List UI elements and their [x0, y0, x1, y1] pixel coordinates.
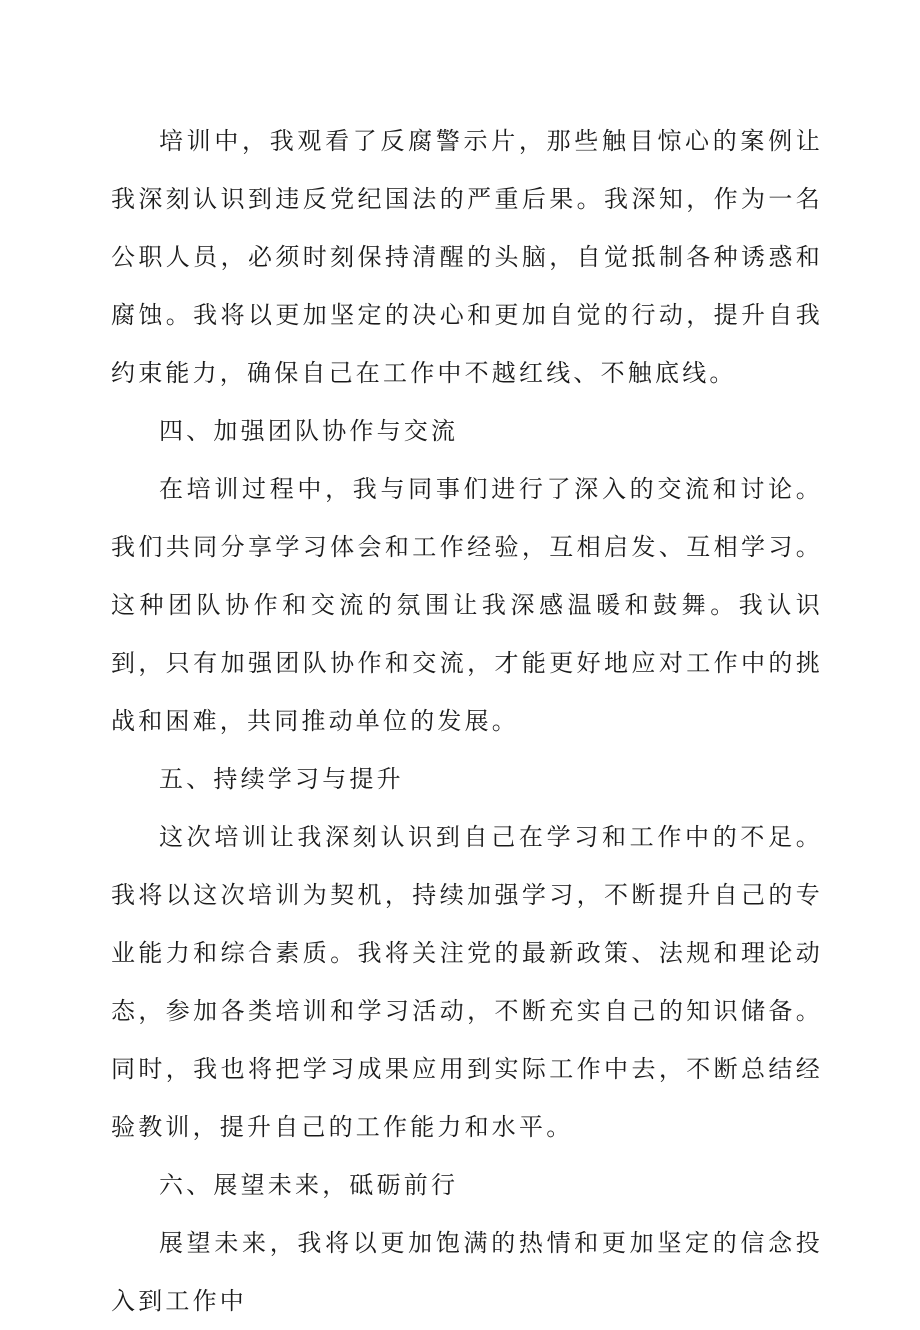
paragraph-anticorruption: 培训中，我观看了反腐警示片，那些触目惊心的案例让我深刻认识到违反党纪国法的严重后果。我深知，作为一名公职人员，必须时刻保持清醒的头脑，自觉抵制各种诱惑和腐蚀。我将以更加坚定的决心和更加自觉的行动，提升自我约束能力，确保自己在工作中不越红线、不触底线。 — [111, 127, 823, 387]
paragraph-continuous-learning: 这次培训让我深刻认识到自己在学习和工作中的不足。我将以这次培训为契机，持续加强学习，不断提升自己的专业能力和综合素质。我将关注党的最新政策、法规和理论动态，参加各类培训和学习活动，不断充实自己的知识储备。同时，我也将把学习成果应用到实际工作中去，不断总结经验教训，提升自己的工作能力和水平。 — [111, 823, 823, 1141]
paragraph-teamwork: 在培训过程中，我与同事们进行了深入的交流和讨论。我们共同分享学习体会和工作经验，互相启发、互相学习。这种团队协作和交流的氛围让我深感温暖和鼓舞。我认识到，只有加强团队协作和交流，才能更好地应对工作中的挑战和困难，共同推动单位的发展。 — [111, 475, 823, 735]
section-heading-6: 六、展望未来，砥砺前行 — [159, 1171, 459, 1199]
section-heading-5: 五、持续学习与提升 — [159, 765, 404, 793]
section-heading-4: 四、加强团队协作与交流 — [159, 417, 459, 445]
document-body — [111, 112, 823, 1330]
paragraph-outlook: 展望未来，我将以更加饱满的热情和更加坚定的信念投入到工作中 — [111, 1229, 823, 1315]
